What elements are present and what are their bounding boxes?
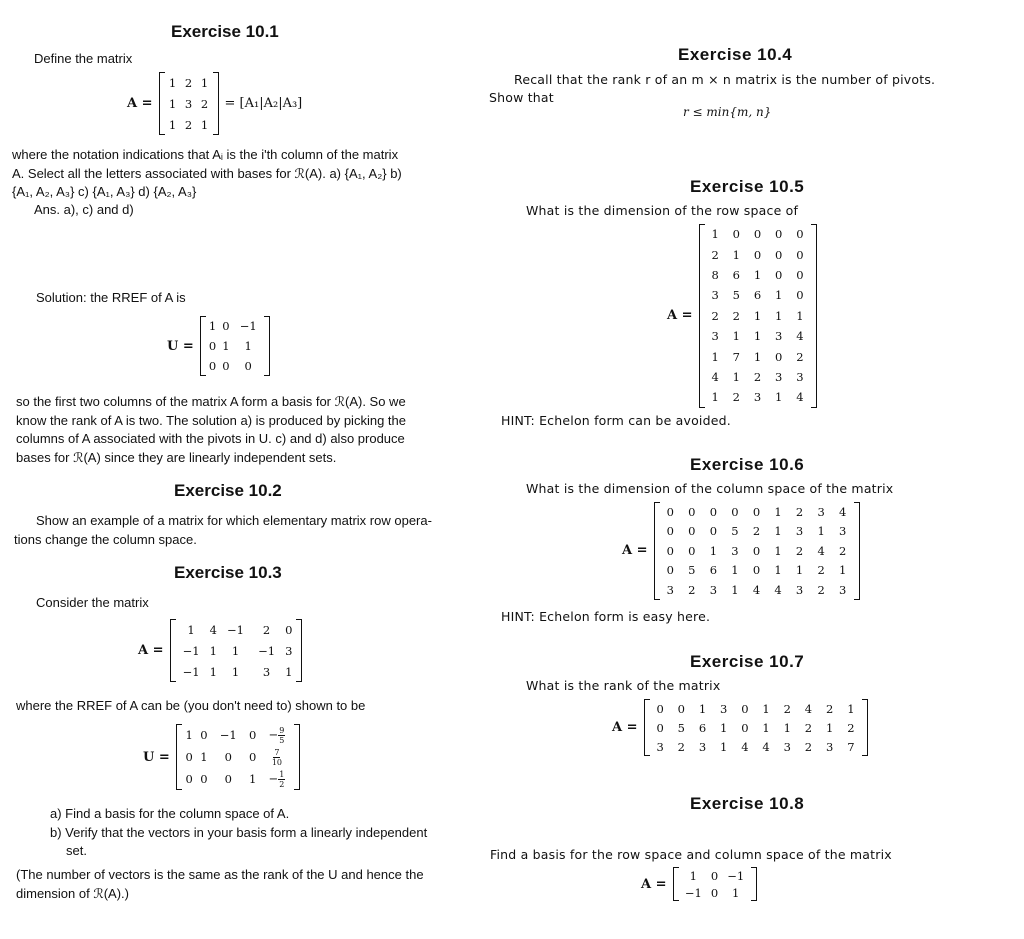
matrix-entry: 4: [209, 622, 217, 637]
fraction-numerator: 9: [279, 725, 285, 735]
matrix-entry: 1: [200, 75, 209, 90]
matrix-entry: 3: [783, 739, 791, 754]
matrix-entry: 5: [732, 288, 740, 303]
matrix-entry: 1: [209, 643, 217, 658]
matrix-row: [182, 724, 294, 746]
matrix-entry: 1: [753, 329, 762, 344]
matrix-entry: 2: [795, 543, 804, 558]
text-line: so the first two columns of the matrix A form a basis for ℛ(A). So we: [16, 394, 406, 409]
matrix-entry: 6: [753, 288, 762, 303]
matrix-entry: 1: [168, 96, 177, 111]
matrix-entry: 3: [775, 329, 783, 344]
matrix-row: [679, 867, 751, 884]
matrix-entry: 1: [817, 524, 825, 539]
matrix-entry: 0: [732, 227, 740, 242]
matrix-entry: 1: [731, 582, 739, 597]
exercise-10-3-title: Exercise 10.3: [174, 563, 282, 582]
matrix-entry: 4: [762, 739, 770, 754]
matrix-entry: 2: [804, 720, 813, 735]
text-line: columns of A associated with the pivots in U. c) and d) also produce: [16, 431, 405, 446]
matrix-entry: 1: [731, 563, 739, 578]
matrix-entry: 0: [753, 247, 762, 262]
ex101-question-text: [12, 146, 432, 202]
fraction-numerator: 7: [274, 747, 280, 757]
matrix-entry: 3: [796, 369, 804, 384]
exercise-10-4-title: Exercise 10.4: [678, 45, 793, 64]
matrix-brackets: [654, 502, 860, 600]
matrix-entry: 1: [762, 720, 770, 735]
text-line: dimension of ℛ(A).): [16, 885, 129, 901]
text-line: {A₁, A₂, A₃} c) {A₁, A₃} d) {A₂, A₃}: [12, 184, 197, 199]
ex106-question: What is the dimension of the column space of the matrix: [526, 481, 894, 496]
ex108-question: Find a basis for the row space and column space of the matrix: [490, 847, 892, 862]
matrix-label: A =: [127, 96, 153, 111]
matrix-entry: 1: [208, 319, 217, 333]
matrix-row: [176, 661, 296, 682]
ex105-question: What is the dimension of the row space of: [526, 203, 799, 218]
matrix-entry: 1: [774, 504, 782, 519]
ex103-where: where the RREF of A can be (you don't need to) shown to be: [16, 698, 366, 713]
matrix-entry: 0: [775, 227, 783, 242]
matrix-entry: 3: [825, 739, 834, 754]
matrix-entry: 2: [752, 524, 761, 539]
matrix-entry: 4: [796, 329, 804, 344]
matrix-row: [679, 884, 751, 901]
exercise-10-8-title: Exercise 10.8: [690, 794, 805, 813]
matrix-entry: 1: [720, 739, 728, 754]
matrix-row: [182, 746, 294, 768]
matrix-entry: 4: [752, 582, 761, 597]
matrix-entry: 3: [720, 701, 728, 716]
matrix-entry: 3: [839, 524, 847, 539]
exercise-10-2-title: Exercise 10.2: [174, 481, 282, 500]
matrix-entry: 5: [731, 524, 739, 539]
matrix-entry: −1: [727, 868, 745, 883]
matrix-label: A =: [641, 876, 667, 892]
matrix-label: A =: [138, 643, 164, 658]
matrix-label: U =: [167, 338, 194, 354]
fraction: [278, 770, 285, 789]
matrix-row: [660, 541, 854, 561]
matrix-entry: 2: [732, 308, 740, 323]
matrix-entry: 0: [775, 267, 783, 282]
exercise-10-5-title: Exercise 10.5: [690, 177, 805, 196]
matrix-row: [705, 326, 811, 346]
matrix-row: [165, 72, 213, 93]
ex101-define-text: Define the matrix: [34, 51, 133, 66]
matrix-entry: 2: [753, 369, 762, 384]
matrix-entry: 0: [796, 227, 804, 242]
ex104-formula: r ≤ min{m, n}: [683, 105, 772, 119]
matrix-entry: 1: [720, 720, 728, 735]
ex105-matrix-A: [667, 224, 817, 408]
matrix-entry: 0: [244, 359, 252, 373]
matrix-entry: 1: [753, 349, 762, 364]
ex105-hint: HINT: Echelon form can be avoided.: [501, 413, 731, 428]
matrix-entry: 6: [709, 563, 718, 578]
matrix-entry: 1: [711, 349, 719, 364]
matrix-brackets: [170, 619, 302, 682]
exercise-10-7-title: Exercise 10.7: [690, 652, 805, 671]
matrix-entry: 3: [711, 288, 719, 303]
matrix-entry: 3: [731, 543, 739, 558]
matrix-entry: −1: [684, 885, 702, 900]
matrix-row: [705, 224, 811, 244]
matrix-entry: 0: [285, 622, 293, 637]
matrix-entry: 1: [711, 390, 719, 405]
matrix-entry: 2: [796, 349, 804, 364]
matrix-entry: 1: [774, 524, 782, 539]
matrix-entry: 2: [262, 622, 271, 637]
matrix-entry: 1: [732, 329, 740, 344]
matrix-entry: 0: [224, 750, 232, 764]
matrix-entry: 2: [839, 543, 847, 558]
fraction-sign: −: [268, 727, 279, 741]
matrix-entry: 4: [804, 701, 813, 716]
ex101-matrix-U: [167, 316, 270, 376]
matrix-entry: 0: [224, 772, 232, 786]
text-line: set.: [66, 843, 87, 858]
fraction-denominator: 5: [279, 735, 285, 745]
matrix-brackets: [673, 867, 757, 901]
matrix-entry: 3: [285, 643, 293, 658]
text-line: where the notation indications that Aᵢ is the i'th column of the matrix: [12, 147, 399, 162]
matrix-entry: 1: [285, 664, 293, 679]
matrix-entry: 0: [677, 701, 685, 716]
exercise-10-1-title: Exercise 10.1: [171, 22, 279, 41]
ex101-solution-text: [16, 393, 436, 467]
matrix-entry: 1: [732, 247, 740, 262]
matrix-entry: 0: [656, 701, 664, 716]
ex103-matrix-A: [138, 619, 302, 682]
fraction: [272, 748, 282, 767]
matrix-entry: 1: [825, 720, 834, 735]
matrix-entry: 1: [222, 339, 230, 353]
matrix-entry: 2: [677, 739, 685, 754]
ex103-note: [16, 866, 436, 903]
matrix-label: A =: [612, 720, 638, 735]
matrix-entry: 1: [249, 772, 257, 786]
exercise-10-6-title: Exercise 10.6: [690, 455, 805, 474]
matrix-brackets: [644, 699, 868, 756]
matrix-entry: 2: [825, 701, 834, 716]
matrix-entry: 1: [796, 308, 804, 323]
matrix-entry: 1: [187, 622, 195, 637]
matrix-brackets: [159, 72, 219, 135]
matrix-entry: 2: [711, 247, 719, 262]
matrix-entry: 3: [795, 524, 804, 539]
matrix-label: A =: [667, 308, 693, 324]
matrix-entry: 1: [847, 701, 855, 716]
task-b: b) Verify that the vectors in your basis form a linearly independent: [50, 824, 428, 840]
matrix-entry: 1: [209, 664, 217, 679]
matrix-entry: 0: [249, 728, 257, 742]
matrix-entry: 2: [817, 582, 825, 597]
matrix-row: [705, 244, 811, 264]
matrix-entry: 0: [688, 504, 696, 519]
matrix-entry: 1: [775, 390, 783, 405]
matrix-row: [206, 356, 264, 376]
matrix-entry: 3: [709, 582, 718, 597]
ex104-text: [489, 71, 999, 107]
matrix-entry: 4: [839, 504, 847, 519]
matrix-entry: 0: [796, 267, 804, 282]
matrix-row: [660, 580, 854, 600]
matrix-entry: 1: [775, 288, 783, 303]
ex107-matrix-A: [612, 699, 868, 756]
matrix-entry: 0: [709, 504, 718, 519]
matrix-row: [650, 718, 862, 737]
matrix-entry: 0: [222, 359, 230, 373]
matrix-entry: 0: [710, 885, 719, 900]
matrix-row: [705, 346, 811, 366]
matrix-entry: 5: [688, 563, 696, 578]
matrix-brackets: [176, 724, 300, 790]
matrix-row: [182, 768, 294, 790]
matrix-entry: 3: [711, 329, 719, 344]
matrix-entry: 1: [775, 308, 783, 323]
matrix-entry: 3: [262, 664, 271, 679]
matrix-row: [705, 285, 811, 305]
matrix-entry: 3: [817, 504, 825, 519]
matrix-row: [165, 93, 213, 114]
matrix-entry: 1: [753, 308, 762, 323]
matrix-entry: 0: [208, 339, 217, 353]
matrix-entry: 1: [698, 701, 707, 716]
matrix-entry: 2: [783, 701, 791, 716]
matrix-row: [705, 265, 811, 285]
matrix-entry: 1: [231, 664, 240, 679]
task-a: a) Find a basis for the column space of A.: [50, 806, 290, 821]
matrix-entry: 0: [752, 504, 761, 519]
matrix-entry: 1: [839, 563, 847, 578]
fraction-denominator: 10: [271, 757, 282, 767]
matrix-entry: 1: [732, 885, 740, 900]
matrix-entry: 0: [775, 247, 783, 262]
matrix-entry: 0: [666, 524, 674, 539]
column-notation: = [A₁|A₂|A₃]: [224, 96, 303, 111]
matrix-entry: 2: [817, 563, 825, 578]
ex101-solution-label: Solution: the RREF of A is: [36, 290, 186, 305]
matrix-entry: 0: [222, 319, 230, 333]
matrix-entry: 0: [249, 750, 257, 764]
ex102-text: [14, 512, 434, 549]
matrix-entry: 0: [200, 728, 208, 742]
text-line: tions change the column space.: [14, 531, 197, 547]
matrix-row: [206, 336, 264, 356]
matrix-entry-fraction: [260, 768, 294, 790]
matrix-entry: 6: [732, 267, 740, 282]
matrix-entry: 1: [709, 543, 718, 558]
text-line: Recall that the rank r of an m × n matrix is the number of pivots.: [514, 72, 936, 87]
matrix-entry: 0: [185, 750, 193, 764]
matrix-entry: 2: [688, 582, 696, 597]
matrix-entry: 0: [752, 543, 761, 558]
matrix-row: [705, 306, 811, 326]
matrix-entry: 0: [741, 720, 749, 735]
matrix-entry: 0: [688, 524, 696, 539]
fraction-numerator: 1: [279, 769, 285, 779]
ex103-matrix-U: [143, 724, 300, 790]
matrix-entry: −1: [258, 643, 276, 658]
matrix-entry: 0: [753, 227, 762, 242]
fraction-denominator: 2: [279, 779, 285, 789]
matrix-entry: 1: [168, 75, 177, 90]
text-line: bases for ℛ(A) since they are linearly independent sets.: [16, 449, 337, 465]
text-line: Show an example of a matrix for which elementary matrix row opera-: [36, 513, 432, 528]
matrix-row: [176, 640, 296, 661]
matrix-label: U =: [143, 749, 170, 765]
matrix-entry: 0: [741, 701, 749, 716]
matrix-entry: 3: [666, 582, 674, 597]
matrix-entry: 3: [775, 369, 783, 384]
text-line: know the rank of A is two. The solution a) is produced by picking the: [16, 412, 406, 428]
matrix-entry: 0: [200, 772, 208, 786]
matrix-label: A =: [622, 543, 648, 559]
matrix-entry: 1: [762, 701, 770, 716]
matrix-entry: 0: [752, 563, 761, 578]
ex106-matrix-A: [622, 502, 860, 600]
matrix-entry: 7: [847, 739, 855, 754]
matrix-entry: 0: [709, 524, 718, 539]
matrix-row: [660, 522, 854, 542]
matrix-entry: 2: [200, 96, 209, 111]
matrix-entry: −1: [182, 643, 200, 658]
matrix-entry: 3: [184, 96, 193, 111]
matrix-entry: 2: [732, 390, 740, 405]
ex107-question: What is the rank of the matrix: [526, 678, 721, 693]
matrix-row: [660, 502, 854, 522]
matrix-entry: 3: [795, 582, 804, 597]
text-line: (The number of vectors is the same as the rank of the U and hence the: [16, 867, 424, 882]
matrix-entry: 3: [753, 390, 762, 405]
matrix-entry: 2: [804, 739, 813, 754]
matrix-entry: 0: [185, 772, 193, 786]
matrix-entry: −1: [227, 622, 244, 637]
matrix-row: [650, 737, 862, 756]
matrix-entry: 0: [710, 868, 719, 883]
matrix-entry: 2: [847, 720, 855, 735]
matrix-entry: 0: [731, 504, 739, 519]
matrix-row: [650, 699, 862, 718]
matrix-entry: 6: [698, 720, 707, 735]
matrix-row: [206, 316, 264, 336]
matrix-entry: 0: [796, 288, 804, 303]
ex103-tasks: [50, 805, 450, 861]
matrix-entry: 0: [656, 720, 664, 735]
matrix-entry: 3: [698, 739, 707, 754]
matrix-entry: 1: [244, 339, 252, 353]
matrix-entry: 2: [795, 504, 804, 519]
matrix-entry: 1: [185, 728, 193, 742]
matrix-entry: 1: [774, 543, 782, 558]
ex106-hint: HINT: Echelon form is easy here.: [501, 609, 711, 624]
matrix-entry: −1: [219, 728, 237, 742]
matrix-row: [705, 387, 811, 407]
matrix-entry: 2: [184, 117, 193, 132]
matrix-entry: 0: [775, 349, 783, 364]
matrix-entry: 1: [689, 868, 697, 883]
matrix-entry: 2: [184, 75, 193, 90]
matrix-entry: 4: [774, 582, 782, 597]
matrix-entry: 4: [817, 543, 825, 558]
ex101-answer: Ans. a), c) and d): [34, 202, 134, 217]
matrix-entry: 4: [741, 739, 749, 754]
matrix-entry: 1: [732, 369, 740, 384]
matrix-entry: 1: [753, 267, 762, 282]
matrix-entry: 1: [168, 117, 177, 132]
text-line: Show that: [489, 90, 554, 105]
matrix-entry: 1: [711, 227, 719, 242]
matrix-entry: 0: [666, 543, 674, 558]
ex103-consider: Consider the matrix: [36, 595, 149, 610]
matrix-entry: 8: [711, 267, 719, 282]
fraction: [278, 726, 285, 745]
matrix-entry: −1: [239, 319, 257, 333]
matrix-entry: −1: [182, 664, 200, 679]
matrix-entry: 0: [666, 504, 674, 519]
matrix-row: [176, 619, 296, 640]
matrix-brackets: [200, 316, 270, 376]
matrix-row: [165, 114, 213, 135]
matrix-entry: 4: [711, 369, 719, 384]
fraction-sign: −: [268, 771, 279, 785]
matrix-entry: 4: [796, 390, 804, 405]
matrix-entry: 7: [732, 349, 740, 364]
matrix-entry: 2: [711, 308, 719, 323]
matrix-entry: 5: [677, 720, 685, 735]
matrix-entry: 1: [231, 643, 240, 658]
matrix-entry: 1: [200, 750, 208, 764]
matrix-entry: 1: [774, 563, 782, 578]
matrix-entry: 0: [688, 543, 696, 558]
matrix-row: [705, 367, 811, 387]
ex108-matrix-A: [641, 867, 757, 901]
matrix-entry: 1: [783, 720, 791, 735]
matrix-entry: 0: [666, 563, 674, 578]
matrix-entry: 0: [796, 247, 804, 262]
matrix-brackets: [699, 224, 817, 408]
matrix-entry: 1: [795, 563, 804, 578]
matrix-row: [660, 561, 854, 581]
text-line: A. Select all the letters associated with bases for ℛ(A). a) {A₁, A₂} b): [12, 165, 402, 181]
matrix-entry-fraction: [260, 724, 294, 746]
matrix-entry: 3: [656, 739, 664, 754]
matrix-entry: 0: [208, 359, 217, 373]
ex101-matrix-A: [127, 72, 302, 135]
matrix-entry-fraction: [260, 746, 294, 768]
matrix-entry: 1: [200, 117, 209, 132]
matrix-entry: 3: [839, 582, 847, 597]
